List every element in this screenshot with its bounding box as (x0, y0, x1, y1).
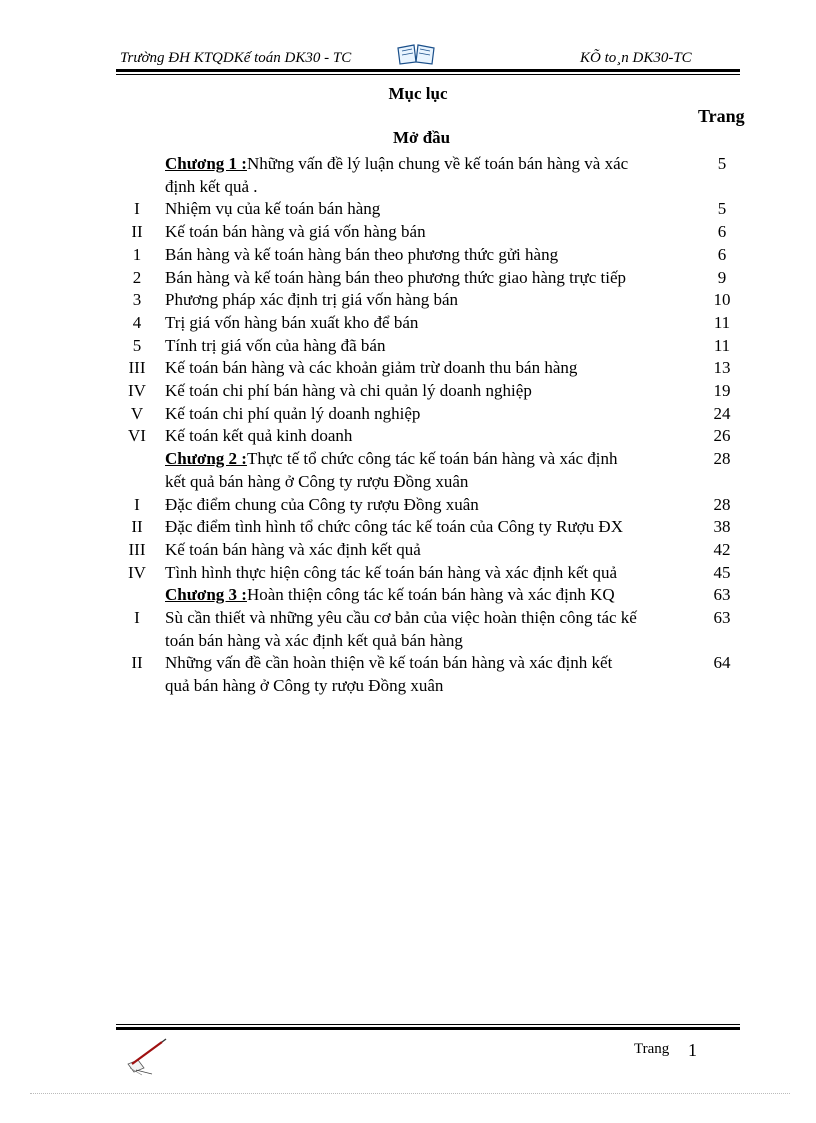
toc-entry-page: 63 (713, 608, 731, 627)
toc-entry-number: IV (128, 381, 146, 400)
chapter-label: Chương 3 : (165, 585, 247, 605)
toc-entry-line (165, 175, 685, 198)
toc-line-text: Kế toán bán hàng và giá vốn hàng bán (165, 222, 426, 242)
toc-entry-number: I (134, 494, 140, 514)
toc-entry-page: 28 (713, 449, 731, 469)
toc-entry-number: V (130, 403, 144, 423)
toc-entry-line (165, 197, 685, 220)
toc-entry-page: 11 (713, 312, 731, 332)
toc-entry-number: 5 (132, 335, 142, 355)
toc-entry-text (165, 651, 685, 697)
toc-entry-line (165, 493, 685, 516)
toc-line-text: Hoàn thiện công tác kế toán bán hàng và xác định KQ (246, 585, 615, 605)
toc-entry-number: II (131, 222, 143, 242)
toc-entry-line (165, 538, 685, 561)
toc-entry-text (165, 424, 685, 447)
toc-line-text: Bán hàng và kế toán hàng bán theo phương thức giao hàng trực tiếp (165, 267, 627, 287)
toc-entry-line (165, 220, 685, 243)
toc-line-text: Kế toán chi phí bán hàng và chi quản lý doanh nghiệp (165, 381, 532, 400)
toc-entry-text (165, 583, 685, 606)
toc-entry-line (165, 266, 685, 289)
toc-entry-line (165, 447, 685, 470)
toc-entry-text (165, 356, 685, 379)
toc-entry-page: 9 (717, 267, 727, 287)
open-book-icon (396, 42, 436, 71)
toc-line-text: Kế toán bán hàng và xác định kết quả (165, 539, 421, 559)
toc-line-text: Bán hàng và kế toán hàng bán theo phương thức gửi hàng (165, 244, 559, 264)
toc-entry-page: 38 (713, 517, 731, 537)
toc-entry-page: 24 (713, 403, 731, 423)
toc-line-text: quả bán hàng ở Công ty rượu Đồng xuân (165, 676, 444, 696)
toc-entry-page: 11 (713, 335, 731, 355)
footer-page-label: Trang (634, 1041, 670, 1057)
toc-entry-number: VI (128, 426, 146, 446)
toc-entry-number: 3 (132, 290, 142, 310)
toc-line-text: Kế toán kết quả kinh doanh (165, 426, 353, 446)
toc-line-text: Những vấn đề cần hoàn thiện về kế toán bán hàng và xác định kết (165, 653, 613, 673)
toc-entry-number: II (131, 517, 143, 537)
toc-line-text: định kết quả . (165, 177, 258, 196)
toc-entry-text (165, 266, 685, 289)
toc-line-text: Phương pháp xác định trị giá vốn hàng bán (165, 290, 458, 310)
toc-entry-line (165, 561, 685, 584)
toc-entry-page: 26 (713, 426, 731, 446)
chapter-label: Chương 1 : (165, 154, 247, 173)
introduction-heading: Mở đầu (393, 128, 451, 147)
toc-line-text: Kế toán chi phí quản lý doanh nghiệp (165, 403, 421, 423)
toc-entry-line (165, 629, 685, 652)
page-title: Mục lục (388, 84, 448, 103)
toc-entry-page: 42 (713, 539, 731, 559)
toc-line-text: Trị giá vốn hàng bán xuất kho để bán (165, 312, 419, 332)
toc-entry-line (165, 356, 685, 379)
page-column-heading: Trang (698, 106, 745, 126)
toc-line-text: Nhiệm vụ của kế toán bán hàng (165, 199, 381, 219)
toc-entry-number: IV (128, 562, 146, 582)
toc-entry-text (165, 538, 685, 561)
toc-entry-number: 2 (132, 267, 142, 287)
bottom-dotted-divider (30, 1093, 790, 1094)
toc-entry-line (165, 424, 685, 447)
toc-entry-number: 4 (132, 312, 142, 332)
toc-entry-text (165, 447, 685, 493)
toc-entry-text (165, 288, 685, 311)
toc-entry-number: I (134, 608, 140, 627)
toc-entry-line (165, 311, 685, 334)
toc-entry-text (165, 334, 685, 357)
toc-entry-line (165, 152, 685, 175)
toc-entry-line (165, 288, 685, 311)
toc-entry-line (165, 515, 685, 538)
toc-line-text: Những vấn đề lý luận chung về kế toán bán hàng và xác (246, 154, 629, 173)
header-rule-thin (116, 74, 740, 75)
toc-entry-text (165, 561, 685, 584)
toc-line-text: Đặc điểm chung của Công ty rượu Đồng xuân (165, 494, 479, 514)
toc-entry-line (165, 334, 685, 357)
toc-line-text: Đặc điểm tình hình tổ chức công tác kế toán của Công ty Rượu ĐX (165, 517, 623, 537)
toc-entry-text (165, 311, 685, 334)
header-right-text: KÕ to¸n DK30-TC (580, 50, 692, 66)
toc-line-text: Tình hình thực hiện công tác kế toán bán hàng và xác định kết quả (165, 562, 618, 582)
toc-entry-page: 6 (717, 222, 727, 242)
pen-logo-icon (122, 1034, 170, 1083)
footer-page-number: 1 (688, 1040, 697, 1060)
toc-entry-page: 28 (713, 494, 731, 514)
toc-entry-number: 1 (132, 244, 142, 264)
toc-line-text: Thực tế tổ chức công tác kế toán bán hàng và xác định (246, 449, 618, 469)
toc-entry-line (165, 606, 685, 629)
toc-entry-line (165, 674, 685, 697)
toc-line-text: Kế toán bán hàng và các khoản giảm trừ doanh thu bán hàng (165, 358, 578, 378)
toc-entry-number: III (128, 358, 146, 378)
toc-entry-line (165, 243, 685, 266)
toc-entry-number: I (134, 199, 140, 219)
toc-entry-line (165, 402, 685, 425)
toc-line-text: Tính trị giá vốn của hàng đã bán (165, 335, 386, 355)
toc-line-text: Sù cần thiết và những yêu cầu cơ bản của việc hoàn thiện công tác kế (165, 608, 637, 627)
toc-entry-page: 64 (713, 653, 731, 673)
toc-entry-line (165, 379, 685, 402)
toc-entry-text (165, 243, 685, 266)
toc-entry-page: 45 (713, 562, 731, 582)
toc-entry-text (165, 379, 685, 402)
toc-entry-text (165, 197, 685, 220)
toc-entry-number: II (131, 653, 143, 673)
toc-entry-page: 10 (713, 290, 731, 310)
toc-entry-page: 19 (713, 381, 731, 400)
footer-rule-thick (116, 1027, 740, 1030)
toc-entry-page: 63 (713, 585, 731, 605)
chapter-label: Chương 2 : (165, 449, 247, 469)
toc-entry-line (165, 651, 685, 674)
toc-line-text: toán bán hàng và xác định kết quả bán hàng (165, 631, 463, 650)
toc-entry-number: III (128, 539, 146, 559)
toc-entry-text (165, 220, 685, 243)
footer-rule-thin (116, 1024, 740, 1025)
header-left-text: Trường ĐH KTQDKế toán DK30 - TC (120, 50, 352, 66)
toc-entry-text (165, 402, 685, 425)
toc-entry-text (165, 152, 685, 198)
toc-entry-text (165, 515, 685, 538)
toc-entry-text (165, 493, 685, 516)
toc-entry-line (165, 583, 685, 606)
toc-entry-page: 13 (713, 358, 731, 378)
toc-entry-page: 5 (717, 199, 727, 219)
page-header (116, 42, 740, 70)
toc-entry-line (165, 470, 685, 493)
toc-entry-page: 5 (717, 154, 727, 173)
header-rule-thick (116, 69, 740, 72)
toc-line-text: kết quả bán hàng ở Công ty rượu Đồng xuân (165, 472, 469, 492)
toc-entry-page: 6 (717, 244, 727, 264)
toc-entry-text (165, 606, 685, 652)
